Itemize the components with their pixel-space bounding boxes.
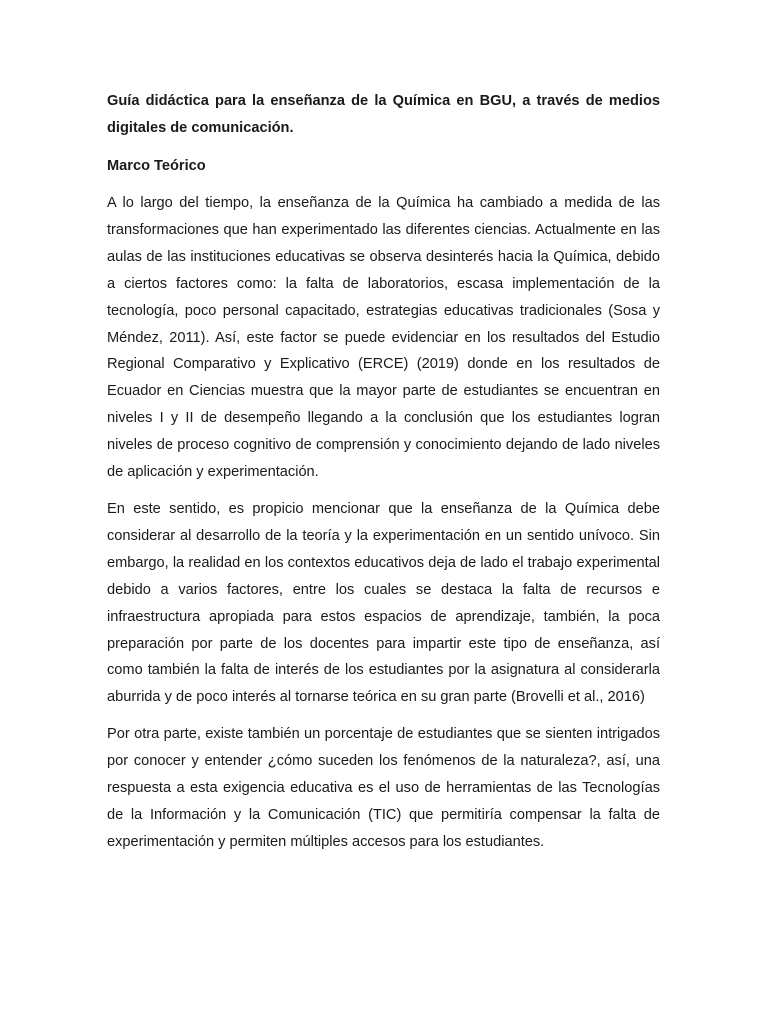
document-title: Guía didáctica para la enseñanza de la Química en BGU, a través de medios digitales de comunicación. bbox=[107, 93, 660, 136]
section-heading: Marco Teórico bbox=[107, 158, 206, 174]
paragraph-3: Por otra parte, existe también un porcentaje de estudiantes que se sienten intrigados por conocer y entender ¿cómo suceden los fenómenos de la naturaleza?, así, una respuesta a esta exigencia educativa es el uso de herramientas de las Tecnologías de la Información y la Comunicación (TIC) que permitiría compensar la falta de experimentación y permiten múltiples accesos para los estudiantes. bbox=[107, 726, 660, 850]
document-page bbox=[107, 88, 660, 856]
paragraph-2: En este sentido, es propicio mencionar que la enseñanza de la Química debe considerar al desarrollo de la teoría y la experimentación en un sentido unívoco. Sin embargo, la realidad en los contextos educativos deja de lado el trabajo experimental debido a varios factores, entre los cuales se destaca la falta de recursos e infraestructura apropiada para estos espacios de aprendizaje, también, la poca preparación por parte de los docentes para impartir este tipo de enseñanza, así como también la falta de interés de los estudiantes por la asignatura al considerarla aburrida y de poco interés al tornarse teórica en su gran parte (Brovelli et al., 2016) bbox=[107, 500, 660, 706]
paragraph-1: A lo largo del tiempo, la enseñanza de la Química ha cambiado a medida de las transformaciones que han experimentado las diferentes ciencias. Actualmente en las aulas de las instituciones educativas se observa desinterés hacia la Química, debido a ciertos factores como: la falta de laboratorios, escasa implementación de la tecnología, poco personal capacitado, estrategias educativas tradicionales (Sosa y Méndez, 2011). Así, este factor se puede evidenciar en los resultados del Estudio Regional Comparativo y Explicativo (ERCE) (2019) donde en los resultados de Ecuador en Ciencias muestra que la mayor parte de estudiantes se encuentran en niveles I y II de desempeño llegando a la conclusión que los estudiantes logran niveles de proceso cognitivo de comprensión y conocimiento dejando de lado niveles de aplicación y experimentación. bbox=[107, 195, 660, 481]
